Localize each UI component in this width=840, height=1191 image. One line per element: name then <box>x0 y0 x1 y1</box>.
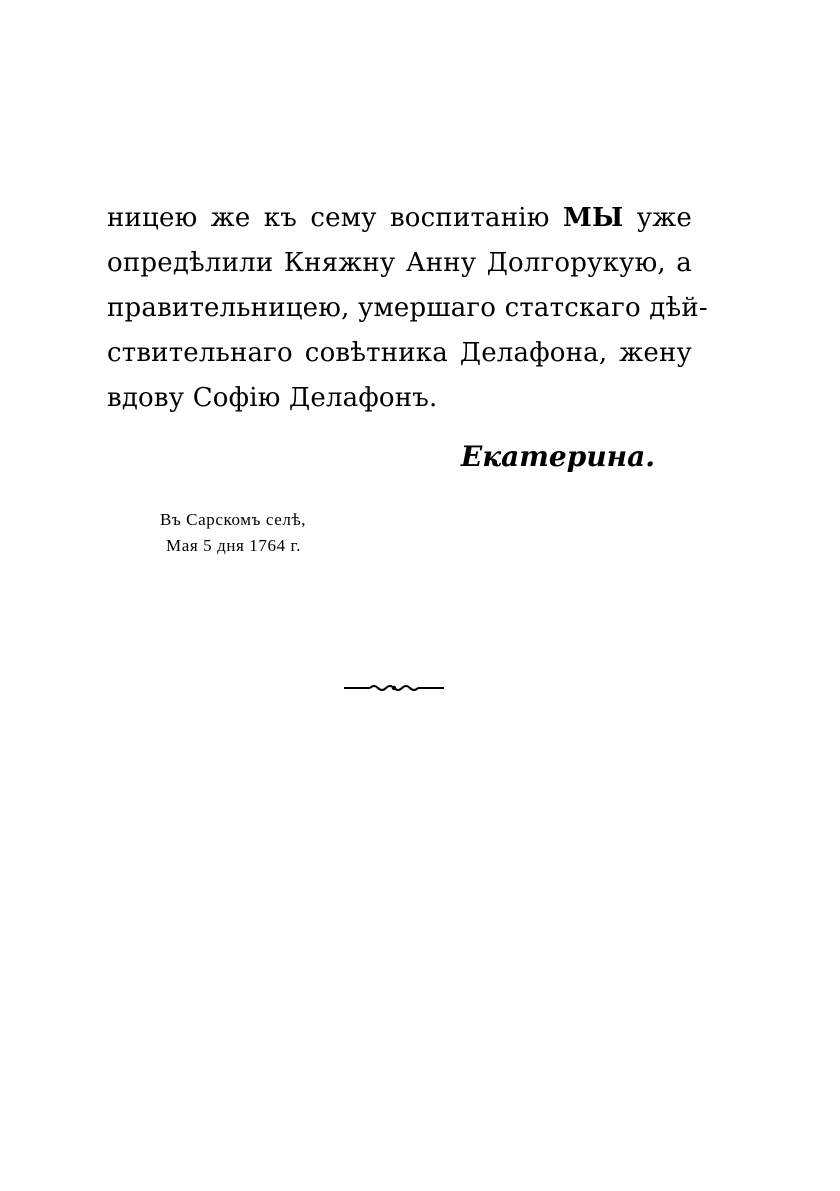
text-line-3: правительницею, умершаго статскаго дѣй- <box>107 293 708 323</box>
text-line-2: опредѣлили Княжну Анну Долгорукую, а <box>107 248 692 278</box>
emphasized-we: МЫ <box>563 203 624 233</box>
ornament-divider-icon <box>344 681 444 695</box>
place-and-date <box>160 507 306 559</box>
text-line-1 <box>107 196 692 241</box>
text-line-1-start: ницею же къ сему воспитанію <box>107 203 563 233</box>
signature: Екатерина. <box>460 440 655 473</box>
text-line-5: вдову Софію Делафонъ. <box>107 383 438 413</box>
text-line-4: ствительнаго совѣтника Делафона, жену <box>107 338 692 368</box>
decree-body-text <box>107 196 708 421</box>
place-line: Въ Сарскомъ селѣ, <box>160 510 307 529</box>
text-line-1-end: уже <box>623 203 692 233</box>
date-line: Мая 5 дня 1764 г. <box>166 536 302 555</box>
